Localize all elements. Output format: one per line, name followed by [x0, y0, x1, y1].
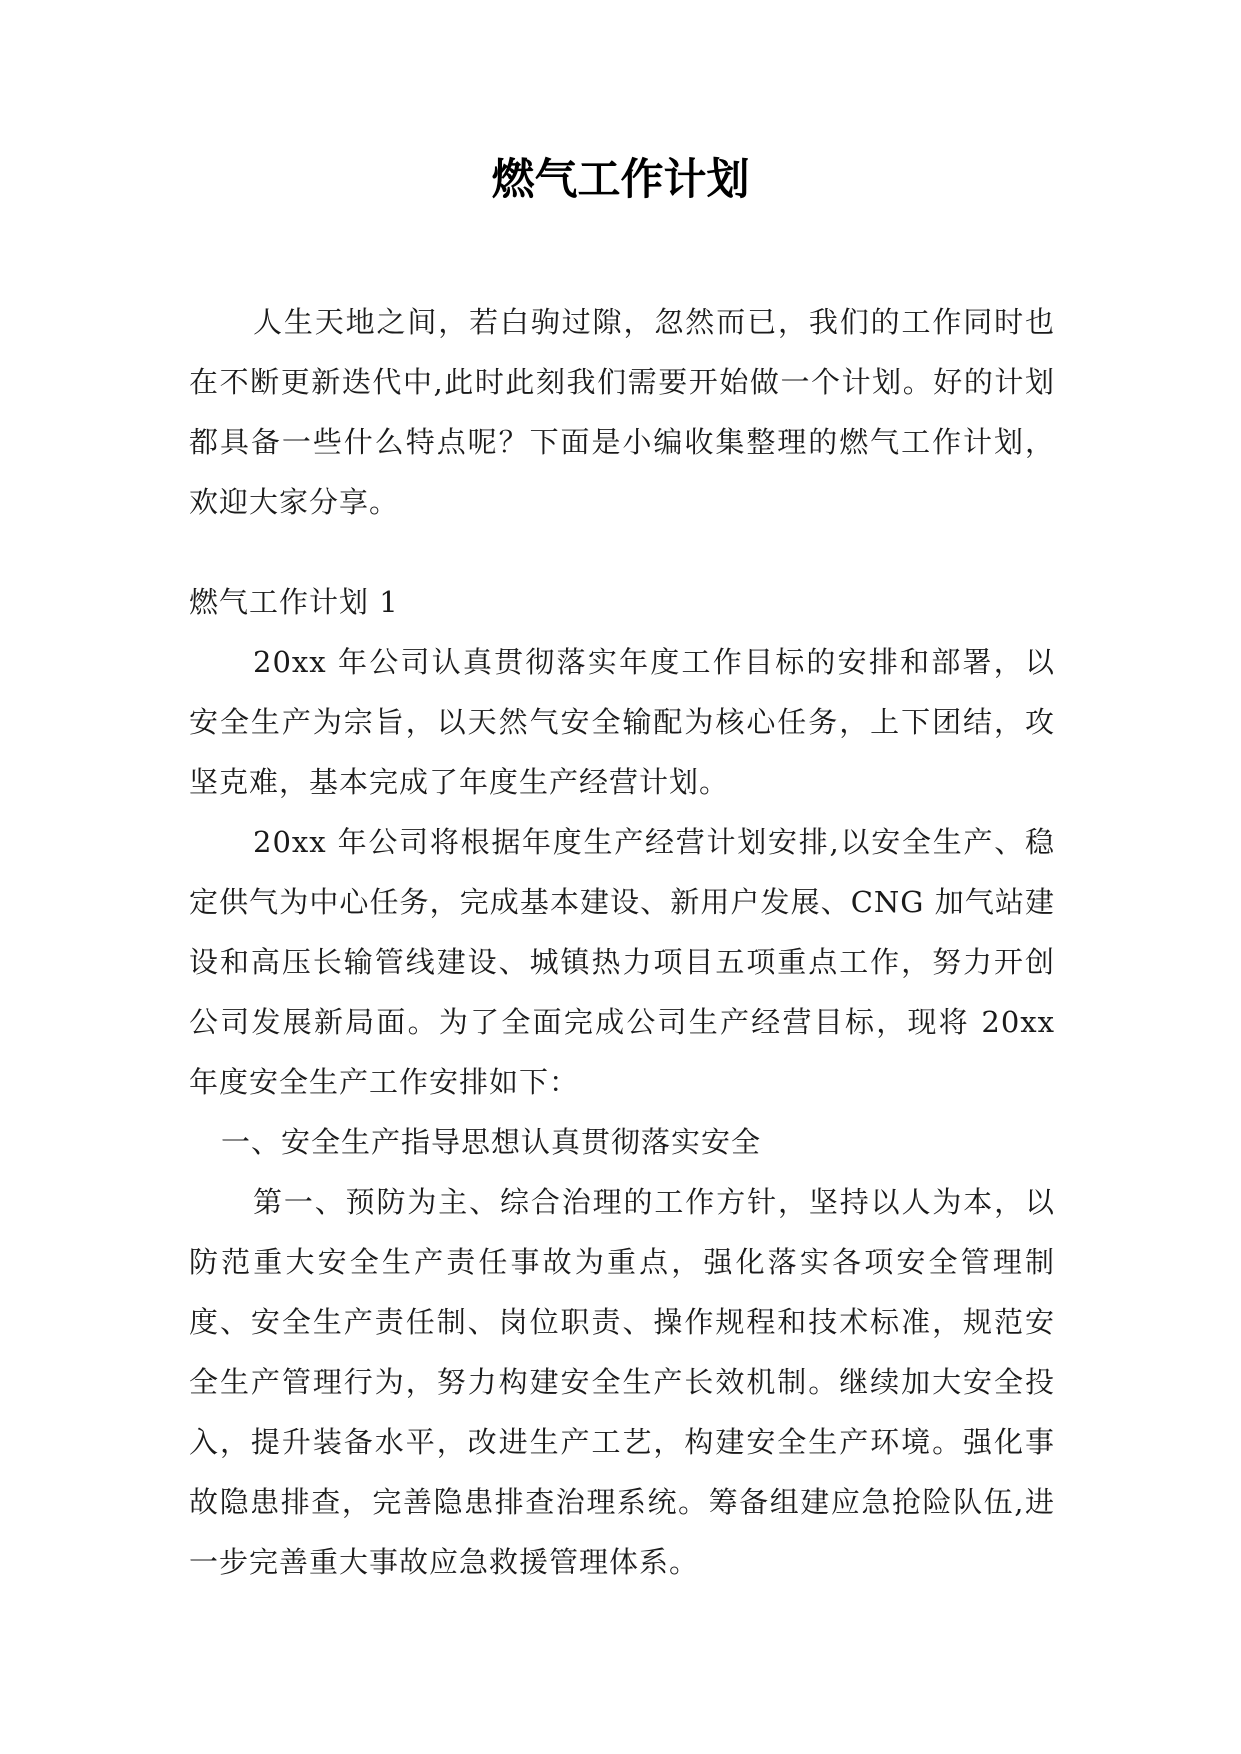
intro-section	[189, 292, 1055, 532]
body-paragraph: 第一、预防为主、综合治理的工作方针，坚持以人为本，以防范重大安全生产责任事故为重点，强化落实各项安全管理制度、安全生产责任制、岗位职责、操作规程和技术标准，规范安全生产管理行为，努力构建安全生产长效机制。继续加大安全投入，提升装备水平，改进生产工艺，构建安全生产环境。强化事故隐患排查，完善隐患排查治理系统。筹备组建应急抢险队伍,进一步完善重大事故应急救援管理体系。	[189, 1185, 1055, 1579]
sub-heading: 一、安全生产指导思想认真贯彻落实安全	[221, 1125, 762, 1159]
body-paragraph: 20xx 年公司认真贯彻落实年度工作目标的安排和部署，以安全生产为宗旨，以天然气安全输配为核心任务，上下团结，攻坚克难，基本完成了年度生产经营计划。	[189, 645, 1055, 799]
section-heading: 燃气工作计划 1	[189, 585, 399, 619]
plan-section-1	[189, 572, 1055, 1592]
document-title: 燃气工作计划	[491, 155, 750, 205]
intro-paragraph: 人生天地之间，若白驹过隙，忽然而已，我们的工作同时也在不断更新迭代中,此时此刻我们需要开始做一个计划。好的计划都具备一些什么特点呢？下面是小编收集整理的燃气工作计划，欢迎大家分享。	[189, 305, 1055, 519]
body-paragraph: 20xx 年公司将根据年度生产经营计划安排,以安全生产、稳定供气为中心任务，完成基本建设、新用户发展、CNG 加气站建设和高压长输管线建设、城镇热力项目五项重点工作，努力开创公司发展新局面。为了全面完成公司生产经营目标，现将 20xx 年度安全生产工作安排如下：	[189, 825, 1055, 1099]
